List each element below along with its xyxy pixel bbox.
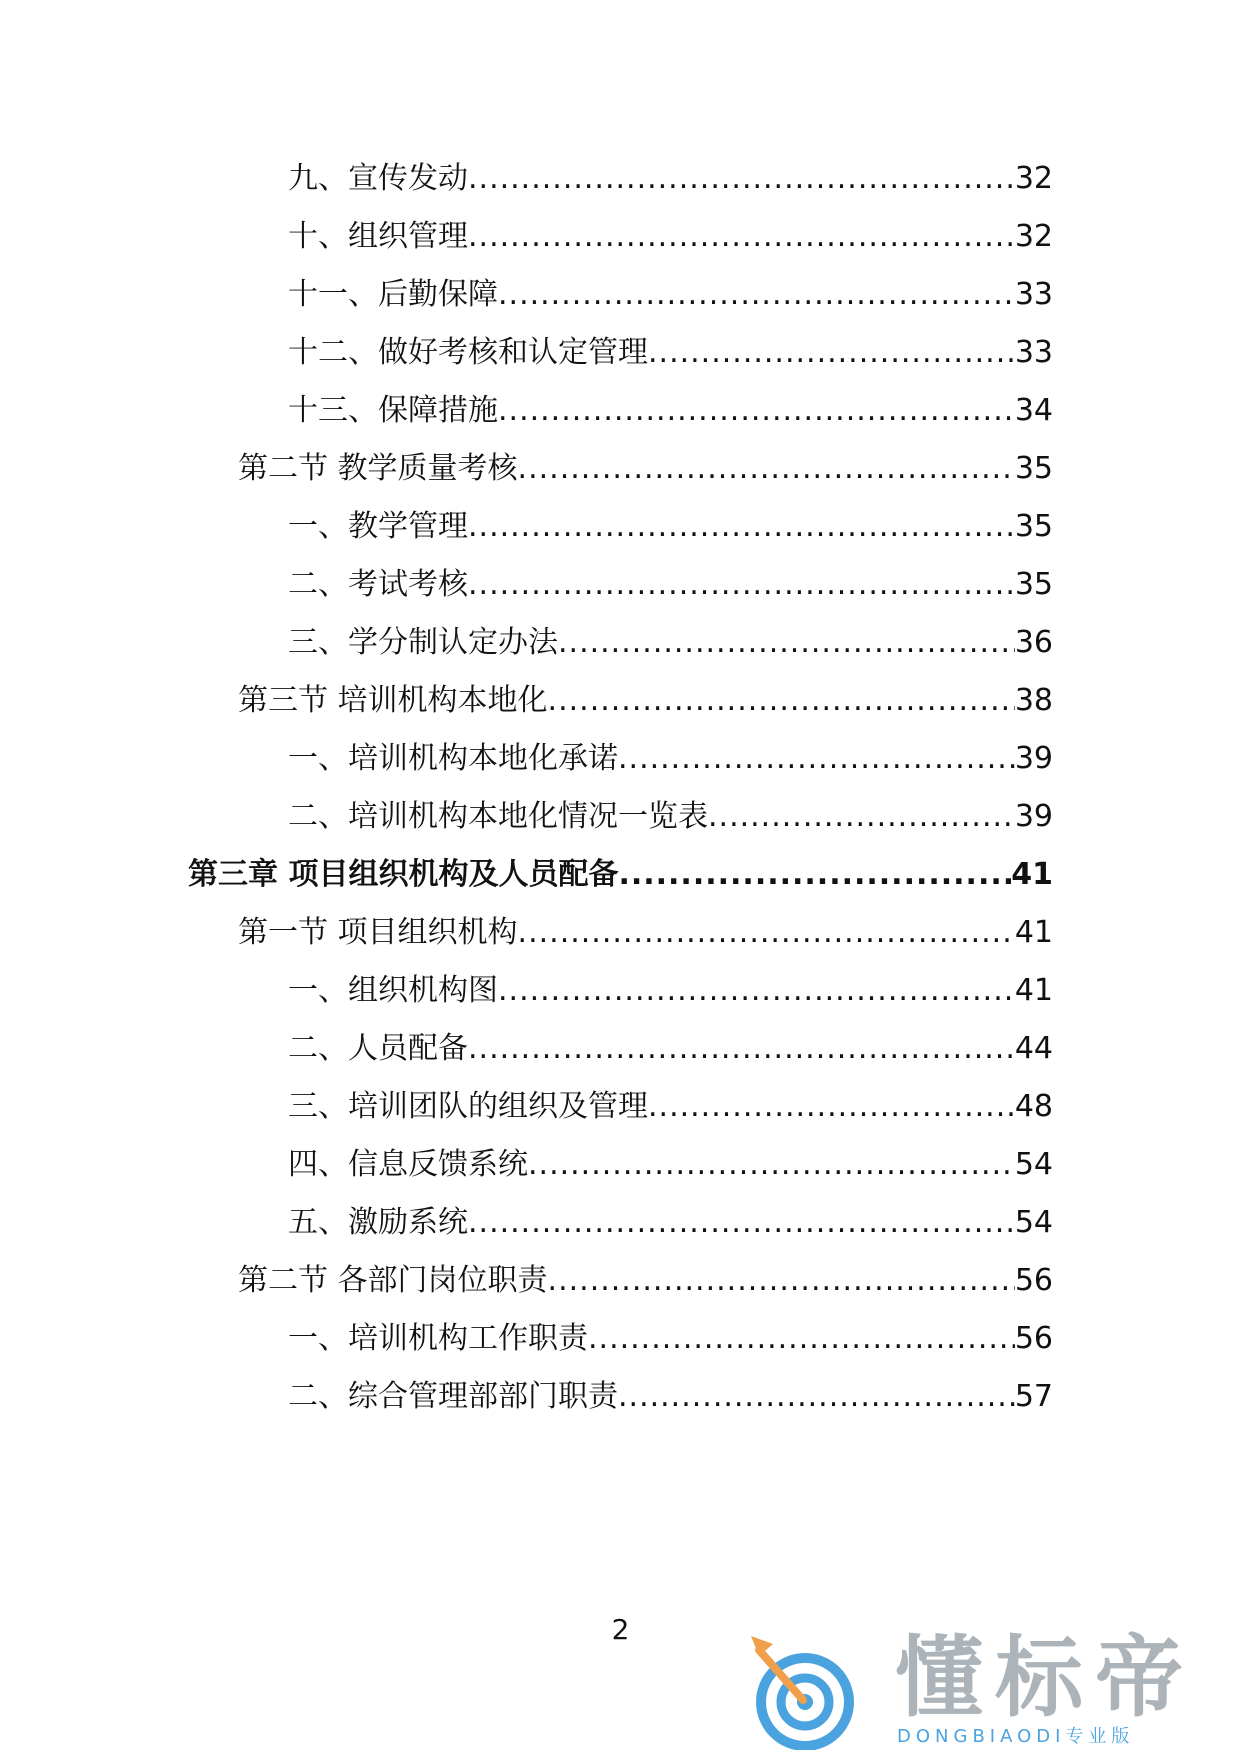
toc-leader-dots	[468, 217, 1015, 257]
toc-leader-dots	[618, 1377, 1015, 1417]
toc-entry-page: 54	[1014, 1205, 1053, 1240]
toc-entry-title: 第一节 项目组织机构	[238, 915, 518, 950]
toc-leader-dots	[498, 971, 1015, 1011]
toc-leader-dots	[468, 1203, 1015, 1243]
toc-leader-dots	[468, 565, 1015, 605]
toc-entry-page: 41	[1014, 973, 1053, 1008]
toc-entry-title: 第二节 教学质量考核	[238, 451, 518, 486]
toc-entry[interactable]	[288, 1203, 1053, 1243]
toc-entry[interactable]	[288, 797, 1053, 837]
toc-entry-page: 36	[1014, 625, 1053, 660]
toc-leader-dots	[648, 1087, 1015, 1127]
toc-entry-title: 二、综合管理部部门职责	[288, 1379, 618, 1414]
toc-entry[interactable]	[288, 391, 1053, 431]
toc-entry-page: 35	[1014, 567, 1053, 602]
toc-entry-page: 57	[1014, 1379, 1053, 1414]
toc-entry-page: 32	[1014, 219, 1053, 254]
target-dart-icon	[745, 1630, 875, 1750]
toc-entry[interactable]	[188, 855, 1053, 895]
toc-leader-dots	[548, 1261, 1015, 1301]
toc-entry[interactable]	[288, 159, 1053, 199]
toc-entry-title: 一、培训机构本地化承诺	[288, 741, 618, 776]
toc-entry-page: 44	[1014, 1031, 1053, 1066]
toc-entry[interactable]	[288, 1319, 1053, 1359]
toc-leader-dots	[528, 1145, 1015, 1185]
toc-entry[interactable]	[288, 275, 1053, 315]
toc-entry[interactable]	[288, 1029, 1053, 1069]
toc-entry-title: 一、教学管理	[288, 509, 468, 544]
toc-entry-title: 二、培训机构本地化情况一览表	[288, 799, 708, 834]
toc-entry-title: 十一、后勤保障	[288, 277, 498, 312]
toc-entry-page: 38	[1014, 683, 1053, 718]
toc-entry-title: 二、人员配备	[288, 1031, 468, 1066]
toc-entry[interactable]	[288, 333, 1053, 373]
toc-entry-page: 54	[1014, 1147, 1053, 1182]
toc-leader-dots	[548, 681, 1015, 721]
toc-entry-title: 二、考试考核	[288, 567, 468, 602]
toc-leader-dots	[498, 275, 1015, 315]
toc-entry[interactable]	[288, 1087, 1053, 1127]
toc-entry-title: 一、培训机构工作职责	[288, 1321, 588, 1356]
toc-entry[interactable]	[238, 913, 1053, 953]
toc-entry[interactable]	[288, 1145, 1053, 1185]
toc-entry-title: 十二、做好考核和认定管理	[288, 335, 648, 370]
toc-entry-page: 56	[1014, 1321, 1053, 1356]
toc-entry-title: 五、激励系统	[288, 1205, 468, 1240]
toc-leader-dots	[588, 1319, 1015, 1359]
toc-entry-title: 三、培训团队的组织及管理	[288, 1089, 648, 1124]
toc-entry-page: 56	[1014, 1263, 1053, 1298]
toc-entry-page: 39	[1014, 799, 1053, 834]
watermark-text: 懂标帝	[895, 1626, 1196, 1729]
toc-entry-title: 第三节 培训机构本地化	[238, 683, 548, 718]
toc-leader-dots	[468, 1029, 1015, 1069]
toc-entry[interactable]	[288, 623, 1053, 663]
toc-entry-title: 十三、保障措施	[288, 393, 498, 428]
toc-leader-dots	[518, 449, 1015, 489]
toc-entry-title: 第二节 各部门岗位职责	[238, 1263, 548, 1298]
toc-leader-dots	[648, 333, 1015, 373]
toc-entry-page: 41	[1011, 857, 1053, 892]
toc-leader-dots	[498, 391, 1015, 431]
toc-entry[interactable]	[288, 507, 1053, 547]
toc-entry-page: 41	[1014, 915, 1053, 950]
toc-entry-page: 32	[1014, 161, 1053, 196]
toc-entry-title: 九、宣传发动	[288, 161, 468, 196]
toc-leader-dots	[708, 797, 1015, 837]
toc-entry[interactable]	[238, 681, 1053, 721]
toc-entry[interactable]	[288, 1377, 1053, 1417]
toc-entry[interactable]	[238, 1261, 1053, 1301]
toc-entry-page: 39	[1014, 741, 1053, 776]
toc-leader-dots	[618, 855, 1011, 895]
toc-leader-dots	[618, 739, 1015, 779]
toc-entry-title: 十、组织管理	[288, 219, 468, 254]
toc-entry-page: 33	[1014, 277, 1053, 312]
toc-leader-dots	[468, 159, 1015, 199]
toc-entry-title: 四、信息反馈系统	[288, 1147, 528, 1182]
toc-entry-title: 第三章 项目组织机构及人员配备	[188, 857, 619, 892]
watermark-subtext: DONGBIAODI专业版	[897, 1726, 1135, 1747]
toc-entry-page: 35	[1014, 451, 1053, 486]
toc-entry-page: 33	[1014, 335, 1053, 370]
toc-leader-dots	[468, 507, 1015, 547]
watermark	[745, 1626, 1225, 1750]
toc-entry[interactable]	[288, 217, 1053, 257]
toc-entry[interactable]	[288, 739, 1053, 779]
toc-entry[interactable]	[238, 449, 1053, 489]
toc-entry-page: 34	[1014, 393, 1053, 428]
toc-leader-dots	[518, 913, 1015, 953]
toc-entry[interactable]	[288, 565, 1053, 605]
page-number: 2	[611, 1613, 630, 1646]
toc-entry-title: 一、组织机构图	[288, 973, 498, 1008]
toc-entry-title: 三、学分制认定办法	[288, 625, 558, 660]
toc-entry[interactable]	[288, 971, 1053, 1011]
toc-leader-dots	[558, 623, 1015, 663]
toc-entry-page: 48	[1014, 1089, 1053, 1124]
toc-entry-page: 35	[1014, 509, 1053, 544]
